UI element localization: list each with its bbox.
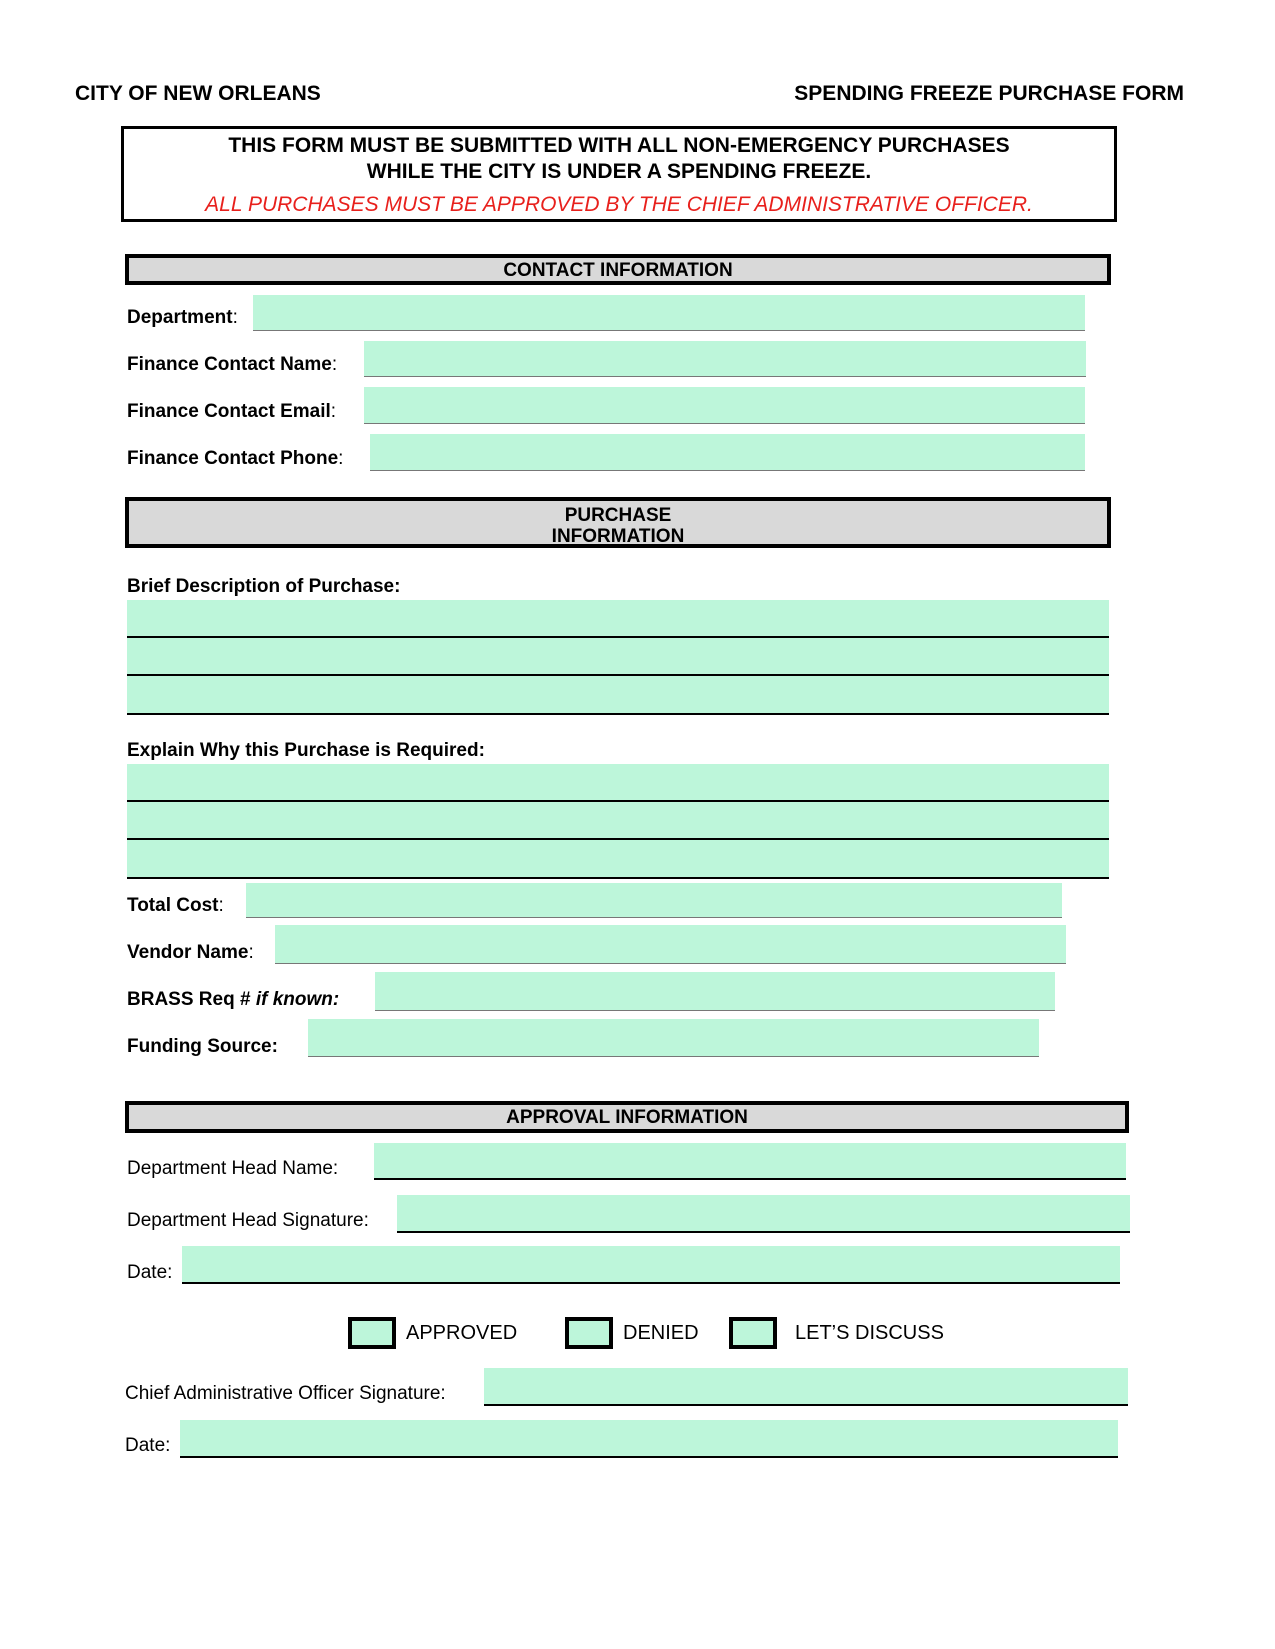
finance-contact-email-field[interactable] bbox=[364, 387, 1085, 424]
description-line-3[interactable] bbox=[127, 676, 1109, 715]
dept-head-name-label: Department Head Name: bbox=[127, 1158, 339, 1179]
department-field[interactable] bbox=[253, 295, 1085, 331]
approved-label: APPROVED bbox=[406, 1322, 518, 1344]
finance-contact-name-label: Finance Contact Name: bbox=[127, 354, 338, 375]
section-title-line-1: PURCHASE bbox=[564, 505, 672, 526]
vendor-name-field[interactable] bbox=[275, 925, 1066, 964]
notice-line-1: THIS FORM MUST BE SUBMITTED WITH ALL NON-EMERGENCY PURCHASES bbox=[228, 134, 1010, 157]
denied-label: DENIED bbox=[623, 1322, 699, 1344]
cao-signature-field[interactable] bbox=[484, 1368, 1128, 1406]
section-title: APPROVAL INFORMATION bbox=[506, 1107, 748, 1128]
dept-head-signature-label: Department Head Signature: bbox=[127, 1210, 369, 1231]
finance-contact-email-label: Finance Contact Email: bbox=[127, 401, 337, 422]
city-name: CITY OF NEW ORLEANS bbox=[75, 82, 321, 105]
vendor-name-label: Vendor Name: bbox=[127, 942, 254, 963]
description-label: Brief Description of Purchase: bbox=[127, 576, 401, 597]
explain-line-1[interactable] bbox=[127, 764, 1109, 802]
notice-approval-warning: ALL PURCHASES MUST BE APPROVED BY THE CHIEF ADMINISTRATIVE OFFICER. bbox=[205, 193, 1033, 216]
section-title-line-2: INFORMATION bbox=[551, 526, 685, 547]
cao-signature-label: Chief Administrative Officer Signature: bbox=[125, 1383, 446, 1404]
form-title: SPENDING FREEZE PURCHASE FORM bbox=[794, 82, 1184, 105]
section-purchase-information bbox=[125, 497, 1111, 548]
dept-head-date-field[interactable] bbox=[182, 1246, 1120, 1284]
notice-line-2: WHILE THE CITY IS UNDER A SPENDING FREEZE. bbox=[366, 160, 872, 183]
funding-source-field[interactable] bbox=[308, 1019, 1039, 1057]
section-title: CONTACT INFORMATION bbox=[503, 260, 733, 281]
brass-req-label: BRASS Req # if known: bbox=[127, 989, 340, 1010]
finance-contact-phone-label: Finance Contact Phone: bbox=[127, 448, 344, 469]
cao-date-label: Date: bbox=[125, 1435, 171, 1456]
date-label: Date: bbox=[127, 1262, 173, 1283]
total-cost-label: Total Cost: bbox=[127, 895, 224, 916]
brass-req-field[interactable] bbox=[375, 972, 1055, 1011]
department-label: Department: bbox=[127, 307, 238, 328]
finance-contact-phone-field[interactable] bbox=[370, 434, 1085, 471]
notice-box bbox=[121, 126, 1117, 222]
description-line-1[interactable] bbox=[127, 600, 1109, 638]
lets-discuss-checkbox[interactable] bbox=[729, 1317, 777, 1349]
description-line-2[interactable] bbox=[127, 638, 1109, 676]
explain-line-2[interactable] bbox=[127, 802, 1109, 840]
total-cost-field[interactable] bbox=[246, 883, 1062, 918]
section-contact-information bbox=[125, 254, 1111, 285]
lets-discuss-label: LET’S DISCUSS bbox=[795, 1322, 944, 1344]
section-approval-information bbox=[125, 1101, 1129, 1133]
denied-checkbox[interactable] bbox=[565, 1317, 613, 1349]
cao-date-field[interactable] bbox=[180, 1420, 1118, 1458]
explain-line-3[interactable] bbox=[127, 840, 1109, 879]
funding-source-label: Funding Source: bbox=[127, 1036, 278, 1057]
dept-head-name-field[interactable] bbox=[374, 1143, 1126, 1180]
explain-label: Explain Why this Purchase is Required: bbox=[127, 740, 485, 761]
dept-head-signature-field[interactable] bbox=[397, 1195, 1130, 1233]
finance-contact-name-field[interactable] bbox=[364, 341, 1086, 377]
approved-checkbox[interactable] bbox=[348, 1317, 396, 1349]
